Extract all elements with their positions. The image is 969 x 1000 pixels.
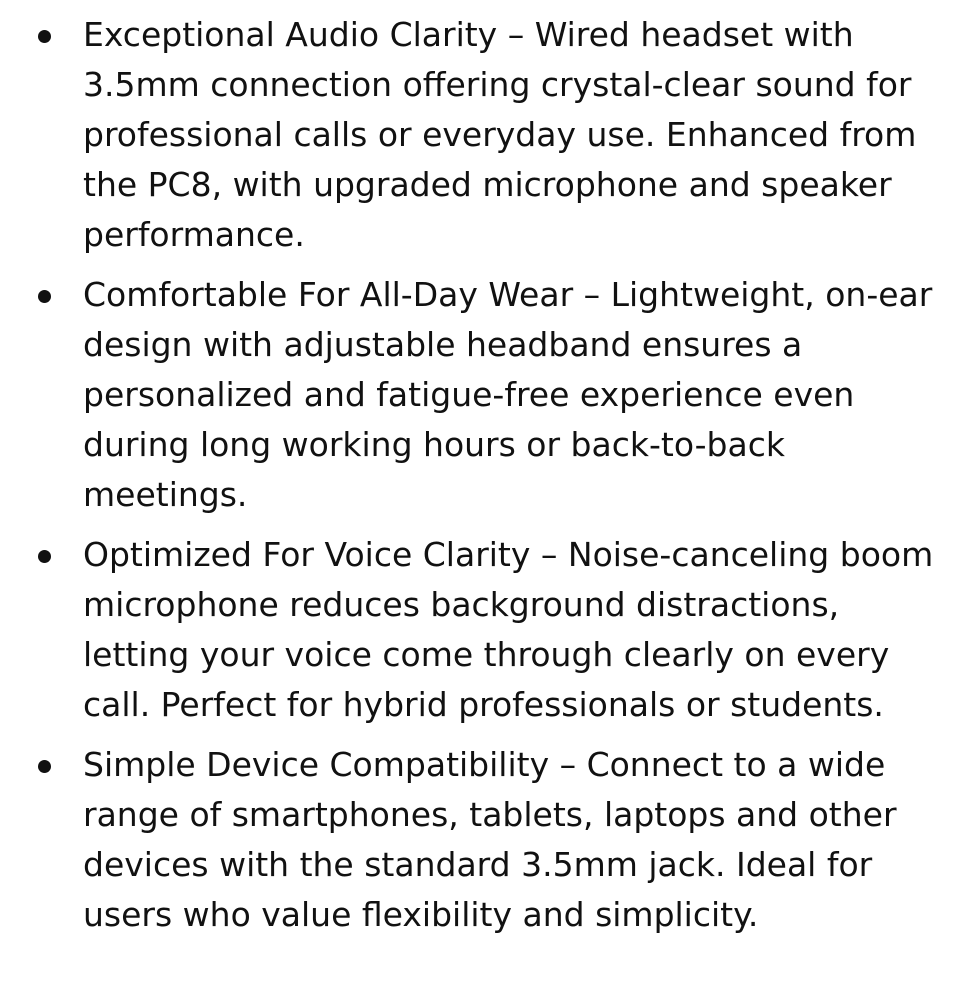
list-item: [0, 270, 969, 520]
list-item: [0, 740, 969, 940]
feature-text-compatibility: Simple Device Compatibility – Connect to a wide range of smartphones, tablets, laptops and other devices with the standard 3.5mm jack. Ideal for users who value flexibility and simplicity.: [83, 745, 897, 934]
list-item: [0, 530, 969, 730]
bullet-icon: [38, 550, 51, 563]
feature-list: [0, 10, 969, 950]
bullet-icon: [38, 760, 51, 773]
bullet-icon: [38, 290, 51, 303]
feature-text-comfort: Comfortable For All-Day Wear – Lightweight, on-ear design with adjustable headband ensures a personalized and fatigue-free experience even during long working hours or back-to-back meetings.: [83, 275, 933, 514]
feature-text-voice-clarity: Optimized For Voice Clarity – Noise-canceling boom microphone reduces background distractions, letting your voice come through clearly on every call. Perfect for hybrid professionals or students.: [83, 535, 934, 724]
bullet-icon: [38, 30, 51, 43]
feature-text-audio-clarity: Exceptional Audio Clarity – Wired headset with 3.5mm connection offering crystal-clear sound for professional calls or everyday use. Enhanced from the PC8, with upgraded microphone and speaker performance.: [83, 15, 917, 254]
list-item: [0, 10, 969, 260]
